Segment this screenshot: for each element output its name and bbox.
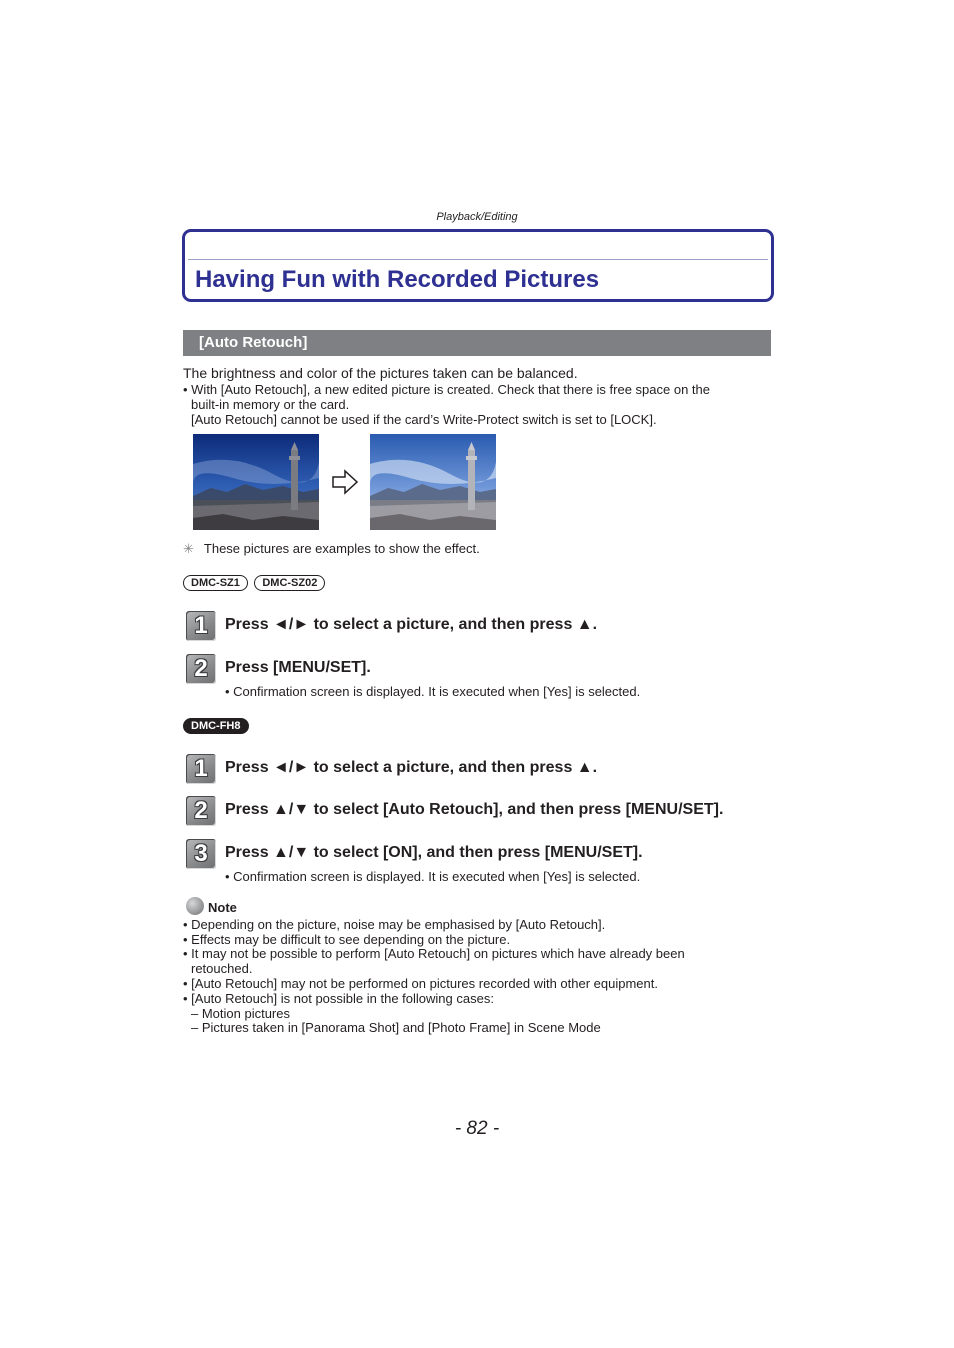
step-number: 1 bbox=[194, 755, 208, 782]
caption-text: These pictures are examples to show the effect. bbox=[203, 541, 480, 556]
step-number: 1 bbox=[194, 612, 208, 639]
note-line: • Effects may be difficult to see depending on the picture. bbox=[183, 932, 511, 947]
note-title: Note bbox=[208, 900, 237, 915]
note-line: • [Auto Retouch] may not be performed on pictures recorded with other equipment. bbox=[183, 976, 658, 991]
step-number: 2 bbox=[194, 655, 208, 682]
step-number-icon bbox=[186, 796, 216, 826]
note-line: – Motion pictures bbox=[191, 1006, 290, 1021]
step-instruction: Press ◄/► to select a picture, and then press ▲. bbox=[225, 759, 598, 776]
title-frame bbox=[182, 229, 774, 302]
step-number: 3 bbox=[194, 840, 208, 867]
step-instruction: Press [MENU/SET]. bbox=[225, 659, 371, 676]
step-note: • Confirmation screen is displayed. It is executed when [Yes] is selected. bbox=[225, 869, 641, 884]
note-line: – Pictures taken in [Panorama Shot] and [Photo Frame] in Scene Mode bbox=[191, 1020, 601, 1035]
step-instruction: Press ▲/▼ to select [ON], and then press [MENU/SET]. bbox=[225, 844, 643, 861]
title-divider bbox=[188, 259, 768, 260]
hollow-right-arrow-icon bbox=[331, 469, 359, 495]
model-badges bbox=[183, 716, 249, 734]
intro-bullet-line: [Auto Retouch] cannot be used if the card’s Write-Protect switch is set to [LOCK]. bbox=[191, 412, 657, 427]
page-title: Having Fun with Recorded Pictures bbox=[195, 266, 600, 293]
intro-text: The brightness and color of the pictures taken can be balanced. bbox=[183, 365, 578, 381]
step-number: 2 bbox=[194, 797, 208, 824]
subsection-title: [Auto Retouch] bbox=[199, 334, 308, 351]
step-number-icon bbox=[186, 611, 216, 641]
note-line: retouched. bbox=[191, 961, 253, 976]
note-line: • It may not be possible to perform [Auto Retouch] on pictures which have already been bbox=[183, 946, 685, 961]
step-number-icon bbox=[186, 754, 216, 784]
step-number-icon bbox=[186, 839, 216, 869]
model-badge: DMC-SZ1 bbox=[183, 575, 248, 591]
note-icon bbox=[186, 897, 204, 915]
before-example-image bbox=[193, 434, 319, 530]
section-label: Playback/Editing bbox=[436, 211, 518, 223]
asterisk-icon: ✳ bbox=[183, 541, 194, 556]
step-note: • Confirmation screen is displayed. It is executed when [Yes] is selected. bbox=[225, 684, 641, 699]
intro-bullet-line: • With [Auto Retouch], a new edited picture is created. Check that there is free space on the bbox=[183, 382, 711, 397]
model-badge: DMC-SZ02 bbox=[254, 575, 325, 591]
model-badges bbox=[183, 573, 325, 591]
note-line: • [Auto Retouch] is not possible in the following cases: bbox=[183, 991, 494, 1006]
after-example-image bbox=[370, 434, 496, 530]
step-instruction: Press ▲/▼ to select [Auto Retouch], and then press [MENU/SET]. bbox=[225, 801, 724, 818]
page-number: - 82 - bbox=[454, 1118, 500, 1139]
intro-bullet-line: built-in memory or the card. bbox=[191, 397, 350, 412]
model-badge: DMC-FH8 bbox=[183, 718, 249, 734]
subsection-header bbox=[183, 330, 771, 356]
step-number-icon bbox=[186, 654, 216, 684]
note-line: • Depending on the picture, noise may be emphasised by [Auto Retouch]. bbox=[183, 917, 606, 932]
step-instruction: Press ◄/► to select a picture, and then press ▲. bbox=[225, 616, 598, 633]
example-caption bbox=[183, 541, 480, 557]
